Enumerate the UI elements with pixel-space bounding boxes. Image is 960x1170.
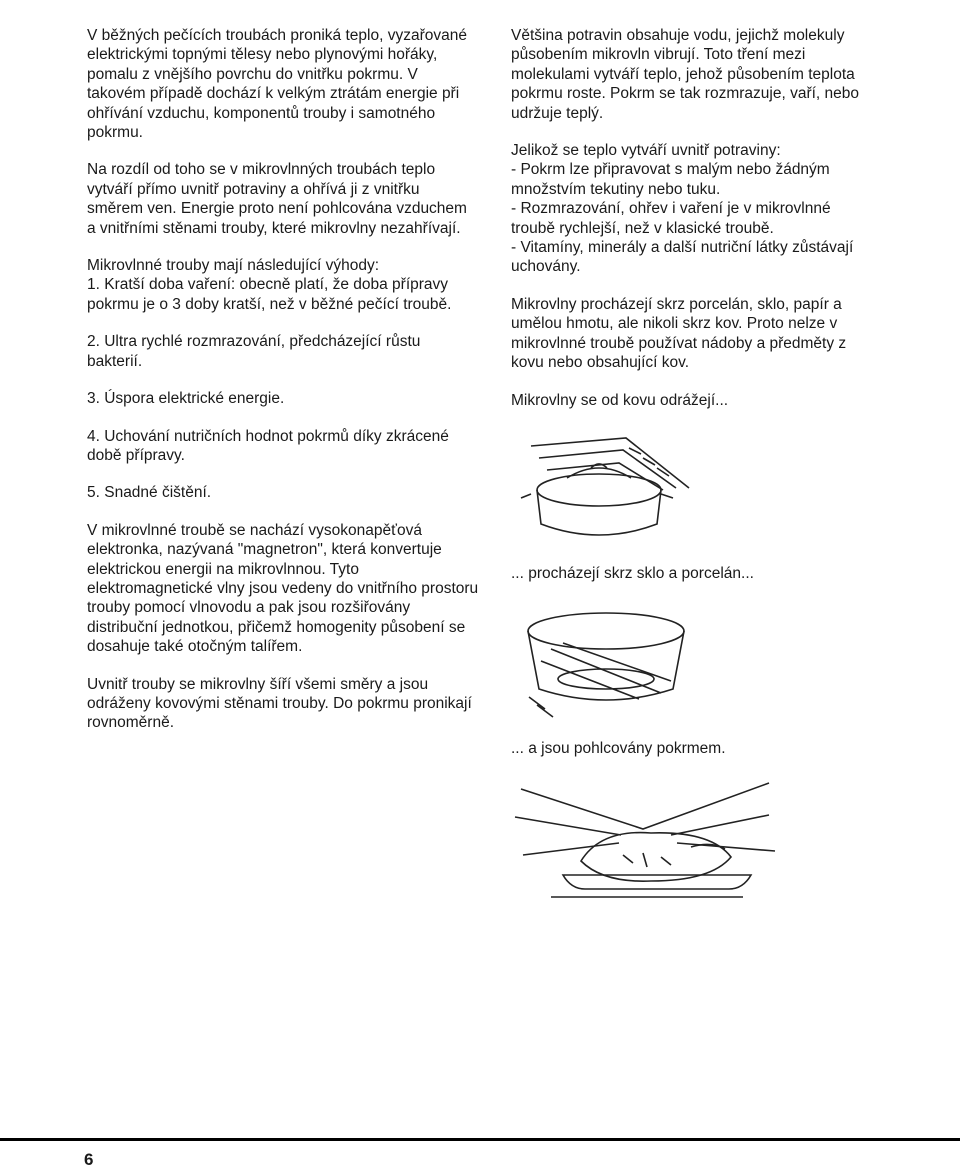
right-column [511, 26, 877, 933]
paragraph-advantage-4: 4. Uchování nutričních hodnot pokrmů díky zkrácené době přípravy. [87, 427, 449, 464]
footer-rule [0, 1138, 960, 1141]
paragraph-advantage-5: 5. Snadné čištění. [87, 484, 212, 502]
illustration-metal-pot [511, 428, 877, 546]
caption-glass: ... procházejí skrz sklo a porcelán... [511, 564, 754, 582]
paragraph-benefits-list: Jelikož se teplo vytváří uvnitř potraviny: - Pokrm lze připravovat s malým nebo žádným množstvím tekutiny nebo tuku. - Rozmrazování, ohřev i vaření je v mikrovlnné troubě rychlejší, než v klasické troubě. - Vitamíny, minerály a další nutriční látky zůstávají uchovány. [511, 142, 854, 276]
paragraph-conventional-oven: V běžných pečících troubách proniká teplo, vyzařované elektrickými topnými tělesy nebo plynovými hořáky, pomalu z vnějšího povrchu do vnitřku pokrmu. V takovém případě dochází k velkým ztrátám energie při ohřívání vzduchu, komponentů trouby i samotného pokrmu. [87, 27, 467, 142]
paragraph-magnetron: V mikrovlnné troubě se nachází vysokonapěťová elektronka, nazývaná "magnetron", která konvertuje elektrickou energii na mikrovlnnou. Tyto elektromagnetické vlny jsou vedeny do vnitřního prostoru trouby pomocí vlnovodu a pak jsou rozšiřovány distribuční jednotkou, přičemž homogenity působení se dosahuje také otočným talířem. [87, 521, 479, 656]
illustration-glass-dish [511, 601, 877, 721]
paragraph-microwave-heat: Na rozdíl od toho se v mikrovlnných troubách teplo vytváří přímo uvnitř potraviny a ohřívá ji z vnitřku směrem ven. Energie proto není pohlcována vzduchem a vnitřními stěnami trouby, které mikrovlny nezahřívají. [87, 161, 467, 237]
paragraph-advantage-2: 2. Ultra rychlé rozmrazování, předcházející růstu bakterií. [87, 333, 421, 370]
caption-metal: Mikrovlny se od kovu odrážejí... [511, 391, 729, 409]
paragraph-propagation: Uvnitř trouby se mikrovlny šíří všemi směry a jsou odráženy kovovými stěnami trouby. Do pokrmu pronikají rovnoměrně. [87, 675, 472, 732]
paragraph-advantage-3: 3. Úspora elektrické energie. [87, 390, 285, 408]
paragraph-materials: Mikrovlny procházejí skrz porcelán, sklo, papír a umělou hmotu, ale nikoli skrz kov. Proto nelze v mikrovlnné troubě používat nádoby a předměty z kovu nebo obsahující kov. [511, 295, 847, 372]
illustration-roast-chicken [511, 777, 877, 915]
paragraph-water-molecules: Většina potravin obsahuje vodu, jejichž molekuly působením mikrovln vibrují. Toto tření mezi molekulami vytváří teplo, jehož působením teplota pokrmu roste. Pokrm se tak rozmrazuje, vaří, nebo udržuje teplý. [511, 27, 860, 122]
caption-food: ... a jsou pohlcovány pokrmem. [511, 740, 726, 758]
page-number: 6 [84, 1150, 94, 1169]
left-column [87, 26, 479, 751]
paragraph-advantages-1: Mikrovlnné trouby mají následující výhody: 1. Kratší doba vaření: obecně platí, že doba přípravy pokrmu je o 3 doby kratší, než v běžné pečící troubě. [87, 257, 452, 313]
